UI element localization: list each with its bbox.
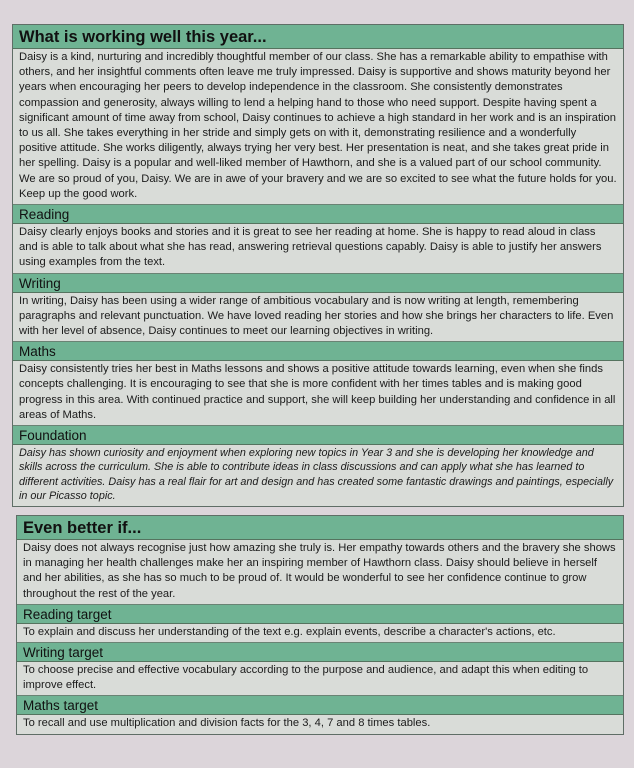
maths-heading: Maths bbox=[13, 342, 623, 361]
reading-target-heading: Reading target bbox=[17, 605, 623, 624]
foundation-text: Daisy has shown curiosity and enjoyment when exploring new topics in Year 3 and she is developing her knowledge and skills across the curriculum. She is able to contribute ideas in class discussions and can apply what she has learned to different activities. Daisy has a real flair for art and design and has created some fantastic drawings and paintings, especially in our Picasso topic. bbox=[13, 445, 623, 506]
working-well-intro bbox=[13, 49, 623, 205]
foundation-heading: Foundation bbox=[13, 426, 623, 445]
reading-heading: Reading bbox=[13, 205, 623, 224]
maths-text: Daisy consistently tries her best in Maths lessons and shows a positive attitude towards learning, even when she finds concepts challenging. It is encouraging to see that she is more confident with her times tables and is making good progress in this area. With continued practice and support, she will keep building her understanding and confidence in all areas of Maths. bbox=[13, 361, 623, 426]
even-better-if-title: Even better if... bbox=[17, 516, 623, 540]
working-well-section bbox=[12, 24, 624, 507]
writing-heading: Writing bbox=[13, 274, 623, 293]
intro-paragraph-1: Daisy is a kind, nurturing and incredibly thoughtful member of our class. She has a remarkable ability to empathise with others, and her insightful comments often leave me truly impressed. Daisy is supportive and shows maturity beyond her years when encouraging her peers to develop independence in the classroom. She consistently demonstrates compassion and generosity, always willing to lend a helping hand to those who need support. Despite having spent a significant amount of time away from school, Daisy continues to achieve a high standard in her work and is an inspiration to us all. She takes everything in her stride and simply gets on with it, demonstrating resilience and a wonderfully positive attitude. She works diligently, always trying her very best. Her presentation is neat, and she takes great pride in her spelling. Daisy is a popular and well-liked member of Hawthorn, and she is a valued part of our school community. bbox=[19, 51, 616, 170]
writing-target-heading: Writing target bbox=[17, 643, 623, 662]
maths-target-heading: Maths target bbox=[17, 696, 623, 715]
writing-text: In writing, Daisy has been using a wider range of ambitious vocabulary and is now writing at length, remembering paragraphs and relevant punctuation. We have loved reading her stories and how she brings her characters to life. Even with her level of absence, Daisy continues to meet our learning objectives in writing. bbox=[13, 293, 623, 343]
even-better-if-section bbox=[16, 515, 624, 735]
intro-paragraph-2: We are so proud of you, Daisy. We are in awe of your bravery and we are so excited to see what the future holds for you. Keep up the good work. bbox=[19, 172, 617, 200]
reading-target-text: To explain and discuss her understanding of the text e.g. explain events, describe a character's actions, etc. bbox=[17, 624, 623, 643]
reading-text: Daisy clearly enjoys books and stories and it is great to see her reading at home. She is happy to read aloud in class and is able to talk about what she has read, answering retrieval questions capably. Daisy is able to justify her answers using examples from the text. bbox=[13, 224, 623, 274]
maths-target-text: To recall and use multiplication and division facts for the 3, 4, 7 and 8 times tables. bbox=[17, 715, 623, 733]
writing-target-text: To choose precise and effective vocabulary according to the purpose and audience, and adapt this when editing to improve effect. bbox=[17, 662, 623, 696]
working-well-title: What is working well this year... bbox=[13, 25, 623, 49]
even-better-if-text: Daisy does not always recognise just how amazing she truly is. Her empathy towards others and the bravery she shows in managing her health challenges make her an inspiring member of Hawthorn class. Daisy should believe in herself and her abilities, as she has so much to be proud of. It would be wonderful to see her confidence continue to grow throughout the rest of the year. bbox=[17, 540, 623, 605]
